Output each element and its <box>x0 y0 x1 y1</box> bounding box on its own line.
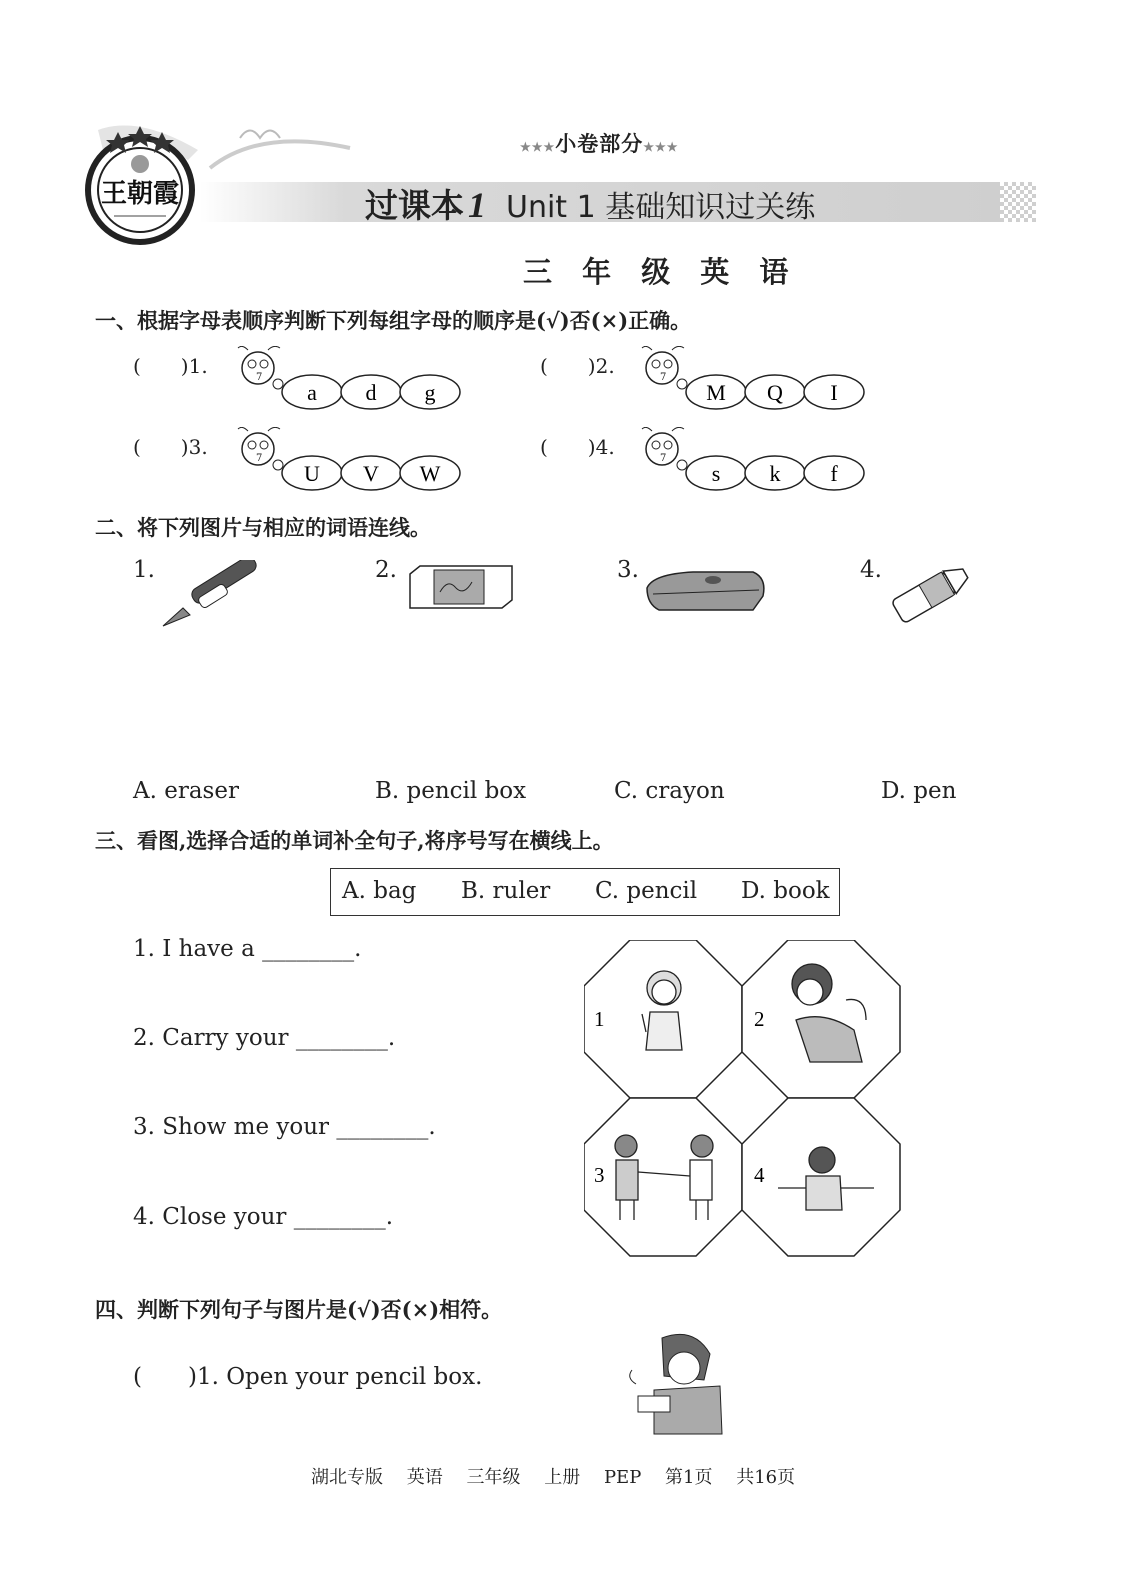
caterpillar-4 <box>640 427 870 497</box>
s4-item-1: ( )1. Open your pencil box. <box>133 1364 483 1390</box>
ribbon-decoration <box>200 118 370 178</box>
star-icon: ★★★ <box>520 140 556 154</box>
svg-text:Q: Q <box>767 380 783 405</box>
svg-text:k: k <box>769 461 781 486</box>
svg-text:s: s <box>711 461 721 486</box>
section2-heading: 二、将下列图片与相应的词语连线。 <box>95 515 431 540</box>
section3-heading: 三、看图,选择合适的单词补全句子,将序号写在横线上。 <box>95 828 614 853</box>
s1-item2-label: ( )2. <box>540 354 615 378</box>
panel-number-4: 4 <box>754 1163 765 1187</box>
svg-text:g: g <box>424 380 436 405</box>
s2-word-c: C. crayon <box>614 778 725 804</box>
s1-item3-label: ( )3. <box>133 435 208 459</box>
s2-picture-num-4: 4. <box>860 557 882 583</box>
s3-sentence-1: 1. I have a ________. <box>133 936 362 962</box>
s2-word-d: D. pen <box>881 778 957 804</box>
banner-pattern <box>1000 182 1036 222</box>
s3-sentence-3: 3. Show me your ________. <box>133 1114 436 1140</box>
pencil-box-icon <box>643 566 769 616</box>
svg-text:a: a <box>307 380 317 405</box>
s3-sentence-2: 2. Carry your ________. <box>133 1025 396 1051</box>
option-b: B. ruler <box>461 878 551 904</box>
option-d: D. book <box>741 878 830 904</box>
word-options-box <box>330 868 840 916</box>
svg-text:7: 7 <box>660 453 667 464</box>
caterpillar-3 <box>236 427 466 497</box>
eraser-icon <box>406 562 518 612</box>
svg-text:7: 7 <box>256 372 263 383</box>
panel-number-2: 2 <box>754 1007 765 1031</box>
s2-picture-num-1: 1. <box>133 557 155 583</box>
s2-picture-num-3: 3. <box>617 557 639 583</box>
s2-word-b: B. pencil box <box>375 778 527 804</box>
subject-title: 三 年 级 英 语 <box>523 255 799 289</box>
s3-sentence-4: 4. Close your ________. <box>133 1204 394 1230</box>
svg-text:U: U <box>304 461 320 486</box>
panel-number-1: 1 <box>594 1007 605 1031</box>
crayon-icon <box>891 562 972 624</box>
option-a: A. bag <box>342 878 417 904</box>
s2-picture-num-2: 2. <box>375 557 397 583</box>
svg-text:W: W <box>419 461 441 486</box>
star-icon: ★★★ <box>643 140 679 154</box>
svg-text:I: I <box>830 380 838 405</box>
svg-text:7: 7 <box>256 453 263 464</box>
svg-text:7: 7 <box>660 372 667 383</box>
page-title: 过课本 1 Unit 1 基础知识过关练 <box>365 185 816 225</box>
section1-heading: 一、根据字母表顺序判断下列每组字母的顺序是(√)否(×)正确。 <box>95 308 692 333</box>
svg-text:V: V <box>363 461 379 486</box>
logo-text: 王朝霞 <box>100 179 180 209</box>
s1-item1-label: ( )1. <box>133 354 208 378</box>
logo <box>78 120 218 260</box>
option-c: C. pencil <box>595 878 698 904</box>
picture-panels <box>584 940 902 1258</box>
s2-word-a: A. eraser <box>133 778 239 804</box>
series-label: ★★★小卷部分★★★ <box>520 131 679 156</box>
svg-text:d: d <box>365 380 377 405</box>
svg-text:f: f <box>830 461 838 486</box>
panel-number-3: 3 <box>594 1163 605 1187</box>
panel-3 <box>584 1098 742 1256</box>
pen-icon <box>158 560 268 632</box>
section4-heading: 四、判断下列句子与图片是(√)否(×)相符。 <box>95 1297 503 1322</box>
boy-pencil-box-icon <box>624 1330 728 1436</box>
page-footer: 湖北专版 英语 三年级 上册 PEP 第1页 共16页 <box>311 1467 796 1488</box>
caterpillar-2 <box>640 346 870 416</box>
svg-text:M: M <box>706 380 726 405</box>
s1-item4-label: ( )4. <box>540 435 615 459</box>
caterpillar-1 <box>236 346 466 416</box>
